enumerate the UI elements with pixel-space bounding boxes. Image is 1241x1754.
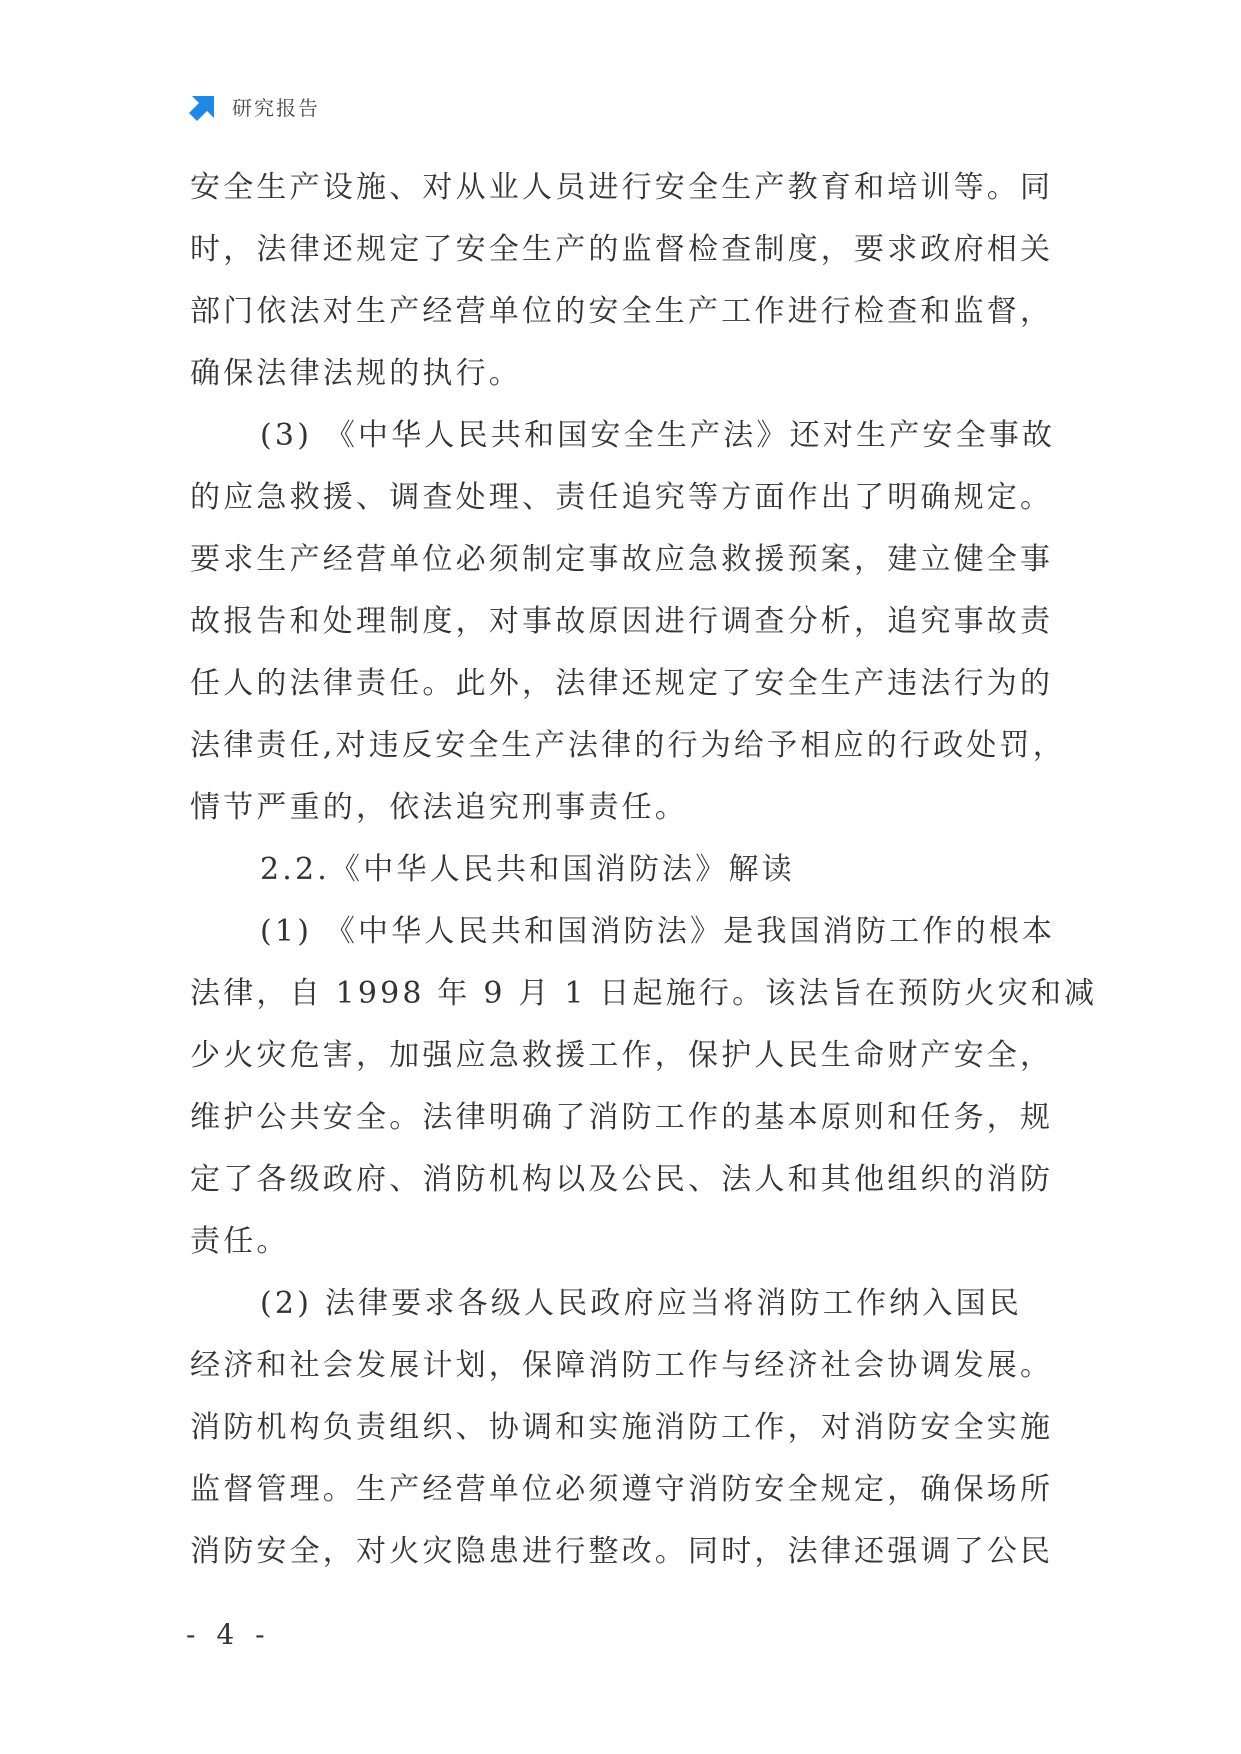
body-line: 部门依法对生产经营单位的安全生产工作进行检查和监督， [190, 294, 1054, 329]
body-line: 少火灾危害，加强应急救援工作，保护人民生命财产安全， [190, 1038, 1054, 1073]
body-line: 监督管理。生产经营单位必须遵守消防安全规定，确保场所 [190, 1472, 1054, 1507]
body-line: 安全生产设施、对从业人员进行安全生产教育和培训等。同 [190, 170, 1054, 205]
body-line: 经济和社会发展计划，保障消防工作与经济社会协调发展。 [190, 1348, 1054, 1383]
brand-arrow-icon [188, 90, 220, 122]
body-line: 情节严重的，依法追究刑事责任。 [190, 790, 688, 825]
body-line: (2) 法律要求各级人民政府应当将消防工作纳入国民 [260, 1286, 1023, 1321]
body-line: 要求生产经营单位必须制定事故应急救援预案，建立健全事 [190, 542, 1054, 577]
body-line: 故报告和处理制度，对事故原因进行调查分析，追究事故责 [190, 604, 1054, 639]
header-title: 研究报告 [232, 95, 320, 120]
body-line: (3) 《中华人民共和国安全生产法》还对生产安全事故 [260, 418, 1056, 453]
body-line: 确保法律法规的执行。 [190, 356, 522, 391]
body-line: 法律，自 1998 年 9 月 1 日起施行。该法旨在预防火灾和减 [190, 976, 1098, 1011]
body-line: 的应急救援、调查处理、责任追究等方面作出了明确规定。 [190, 480, 1054, 515]
body-line: 消防机构负责组织、协调和实施消防工作，对消防安全实施 [190, 1410, 1054, 1445]
document-header [188, 88, 320, 124]
body-line: 法律责任,对违反安全生产法律的行为给予相应的行政处罚， [190, 728, 1066, 763]
page-number: - 4 - [186, 1618, 271, 1651]
body-line: 消防安全，对火灾隐患进行整改。同时，法律还强调了公民 [190, 1534, 1054, 1569]
body-line: 定了各级政府、消防机构以及公民、法人和其他组织的消防 [190, 1162, 1054, 1197]
document-body [190, 157, 1098, 1583]
body-line: (1) 《中华人民共和国消防法》是我国消防工作的根本 [260, 914, 1056, 949]
body-line: 时，法律还规定了安全生产的监督检查制度，要求政府相关 [190, 232, 1054, 267]
body-line: 责任。 [190, 1224, 290, 1259]
section-heading: 2.2.《中华人民共和国消防法》解读 [260, 852, 795, 887]
body-line: 任人的法律责任。此外，法律还规定了安全生产违法行为的 [190, 666, 1054, 701]
body-line: 维护公共安全。法律明确了消防工作的基本原则和任务，规 [190, 1100, 1054, 1135]
